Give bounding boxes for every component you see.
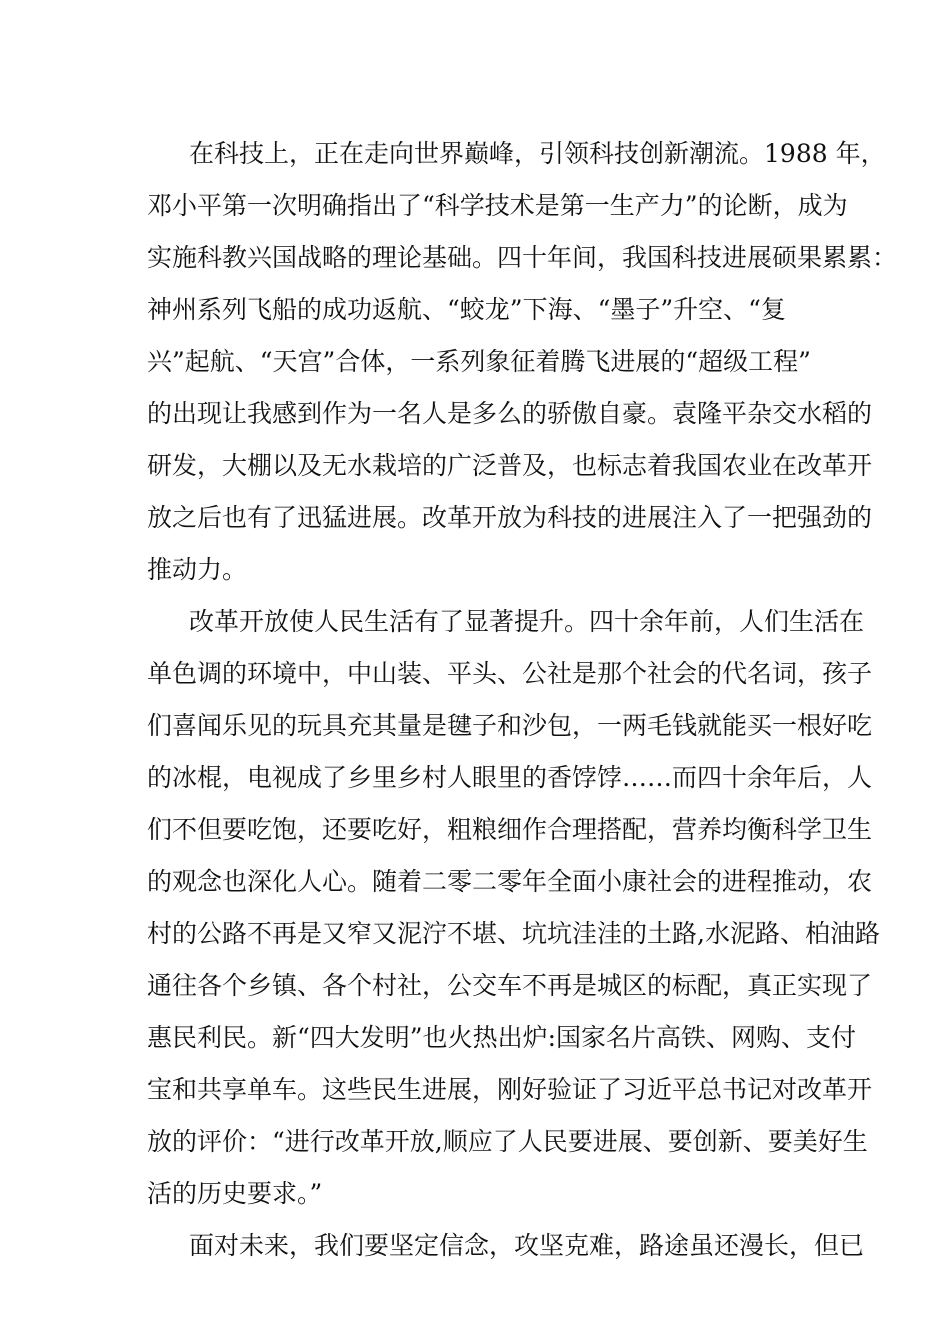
paragraph-1-line-6: 的出现让我感到作为一名人是多么的骄傲自豪。袁隆平杂交水稻的 <box>147 399 873 428</box>
paragraph-3-line-1: 面对未来，我们要坚定信念，攻坚克难，路途虽还漫长，但已 <box>189 1231 865 1260</box>
paragraph-2-line-12: 活的历史要求。” <box>147 1179 323 1208</box>
paragraph-2-line-8: 通往各个乡镇、各个村社，公交车不再是城区的标配，真正实现了 <box>147 971 873 1000</box>
paragraph-2-line-11: 放的评价：“进行改革开放,顺应了人民要进展、要创新、要美好生 <box>147 1127 868 1156</box>
paragraph-1-line-5: 兴”起航、“天宫”合体，一系列象征着腾飞进展的“超级工程” <box>147 347 811 376</box>
paragraph-2-line-9: 惠民利民。新“四大发明”也火热出炉:国家名片高铁、网购、支付 <box>147 1023 856 1052</box>
paragraph-2-line-4: 的冰棍，电视成了乡里乡村人眼里的香饽饽……而四十余年后，人 <box>147 763 873 792</box>
paragraph-2-line-5: 们不但要吃饱，还要吃好，粗粮细作合理搭配，营养均衡科学卫生 <box>147 815 873 844</box>
paragraph-1-line-1: 在科技上，正在走向世界巅峰，引领科技创新潮流。1988 年， <box>189 139 886 168</box>
paragraph-1-line-3: 实施科教兴国战略的理论基础。四十年间，我国科技进展硕果累累： <box>147 243 898 272</box>
paragraph-2-line-6: 的观念也深化人心。随着二零二零年全面小康社会的进程推动，农 <box>147 867 873 896</box>
paragraph-2-line-2: 单色调的环境中，中山装、平头、公社是那个社会的代名词，孩子 <box>147 659 873 688</box>
paragraph-1-line-8: 放之后也有了迅猛进展。改革开放为科技的进展注入了一把强劲的 <box>147 503 873 532</box>
paragraph-2-line-1: 改革开放使人民生活有了显著提升。四十余年前，人们生活在 <box>189 607 865 636</box>
paragraph-1-line-4: 神州系列飞船的成功返航、“蛟龙”下海、“墨子”升空、“复 <box>147 295 786 324</box>
paragraph-1-line-7: 研发，大棚以及无水栽培的广泛普及，也标志着我国农业在改革开 <box>147 451 873 480</box>
paragraph-2-line-3: 们喜闻乐见的玩具充其量是毽子和沙包，一两毛钱就能买一根好吃 <box>147 711 873 740</box>
paragraph-1-line-2: 邓小平第一次明确指出了“科学技术是第一生产力”的论断，成为 <box>147 191 848 220</box>
paragraph-2-line-10: 宝和共享单车。这些民生进展，刚好验证了习近平总书记对改革开 <box>147 1075 873 1104</box>
paragraph-2-line-7: 村的公路不再是又窄又泥泞不堪、坑坑洼洼的土路,水泥路、柏油路 <box>147 919 880 948</box>
paragraph-1-line-9: 推动力。 <box>147 555 248 584</box>
